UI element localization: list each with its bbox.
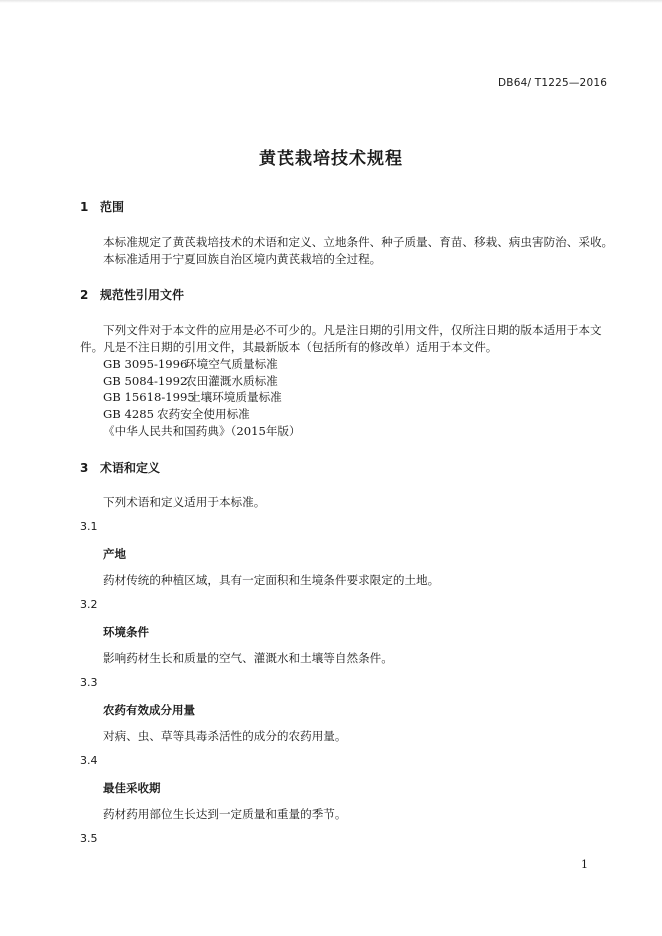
section-number: 1 — [80, 200, 89, 214]
term-definition: 影响药材生长和质量的空气、灌溉水和土壤等自然条件。 — [103, 651, 393, 665]
document-title: 黄芪栽培技术规程 — [259, 149, 403, 169]
term-number: 3.2 — [80, 598, 98, 611]
term-name: 农药有效成分用量 — [103, 703, 195, 717]
reference-item — [103, 406, 250, 422]
standard-code: DB64/ T1225—2016 — [498, 77, 608, 89]
reference-item — [103, 373, 278, 389]
term-number: 3.4 — [80, 754, 98, 767]
reference-name: 农田灌溉水质标准 — [185, 374, 278, 388]
section-number: 2 — [80, 288, 89, 302]
term-definition: 对病、虫、草等具毒杀活性的成分的农药用量。 — [103, 729, 347, 743]
pharmacopoeia-reference: 《中华人民共和国药典》（2015年版） — [103, 424, 301, 438]
references-paragraph-line-2: 件。凡是不注日期的引用文件，其最新版本（包括所有的修改单）适用于本文件。 — [80, 340, 498, 354]
section-title: 规范性引用文件 — [100, 288, 185, 302]
term-number: 3.3 — [80, 676, 98, 689]
reference-code: GB 15618-1995 — [103, 390, 195, 404]
reference-name: 环境空气质量标准 — [185, 357, 278, 371]
scope-paragraph-2: 本标准适用于宁夏回族自治区境内黄芪栽培的全过程。 — [103, 252, 382, 266]
reference-code: GB 5084-1992 — [103, 374, 188, 388]
term-number: 3.5 — [80, 832, 98, 845]
section-number: 3 — [80, 461, 89, 475]
reference-code: GB 3095-1996 — [103, 357, 188, 371]
term-name: 最佳采收期 — [103, 781, 161, 795]
section-1-heading — [80, 198, 124, 215]
reference-name: 土壤环境质量标准 — [189, 390, 282, 404]
references-paragraph-line-1: 下列文件对于本文件的应用是必不可少的。凡是注日期的引用文件，仅所注日期的版本适用于本文 — [103, 323, 602, 337]
reference-name: 农药安全使用标准 — [157, 407, 250, 421]
term-definition: 药材传统的种植区域，具有一定面积和生境条件要求限定的土地。 — [103, 573, 440, 587]
reference-item — [103, 356, 278, 372]
scan-edge — [0, 0, 662, 3]
reference-item — [103, 389, 282, 405]
term-name: 环境条件 — [103, 625, 149, 639]
section-title: 术语和定义 — [100, 461, 161, 475]
reference-code: GB 4285 — [103, 407, 154, 421]
section-2-heading — [80, 286, 184, 303]
terms-intro: 下列术语和定义适用于本标准。 — [103, 495, 266, 509]
section-3-heading — [80, 459, 160, 476]
term-number: 3.1 — [80, 520, 98, 533]
scope-paragraph-1: 本标准规定了黄芪栽培技术的术语和定义、立地条件、种子质量、育苗、移栽、病虫害防治、采收。 — [103, 235, 614, 249]
section-title: 范围 — [100, 200, 125, 214]
term-definition: 药材药用部位生长达到一定质量和重量的季节。 — [103, 807, 347, 821]
term-name: 产地 — [103, 547, 126, 561]
page-number: 1 — [581, 858, 588, 871]
